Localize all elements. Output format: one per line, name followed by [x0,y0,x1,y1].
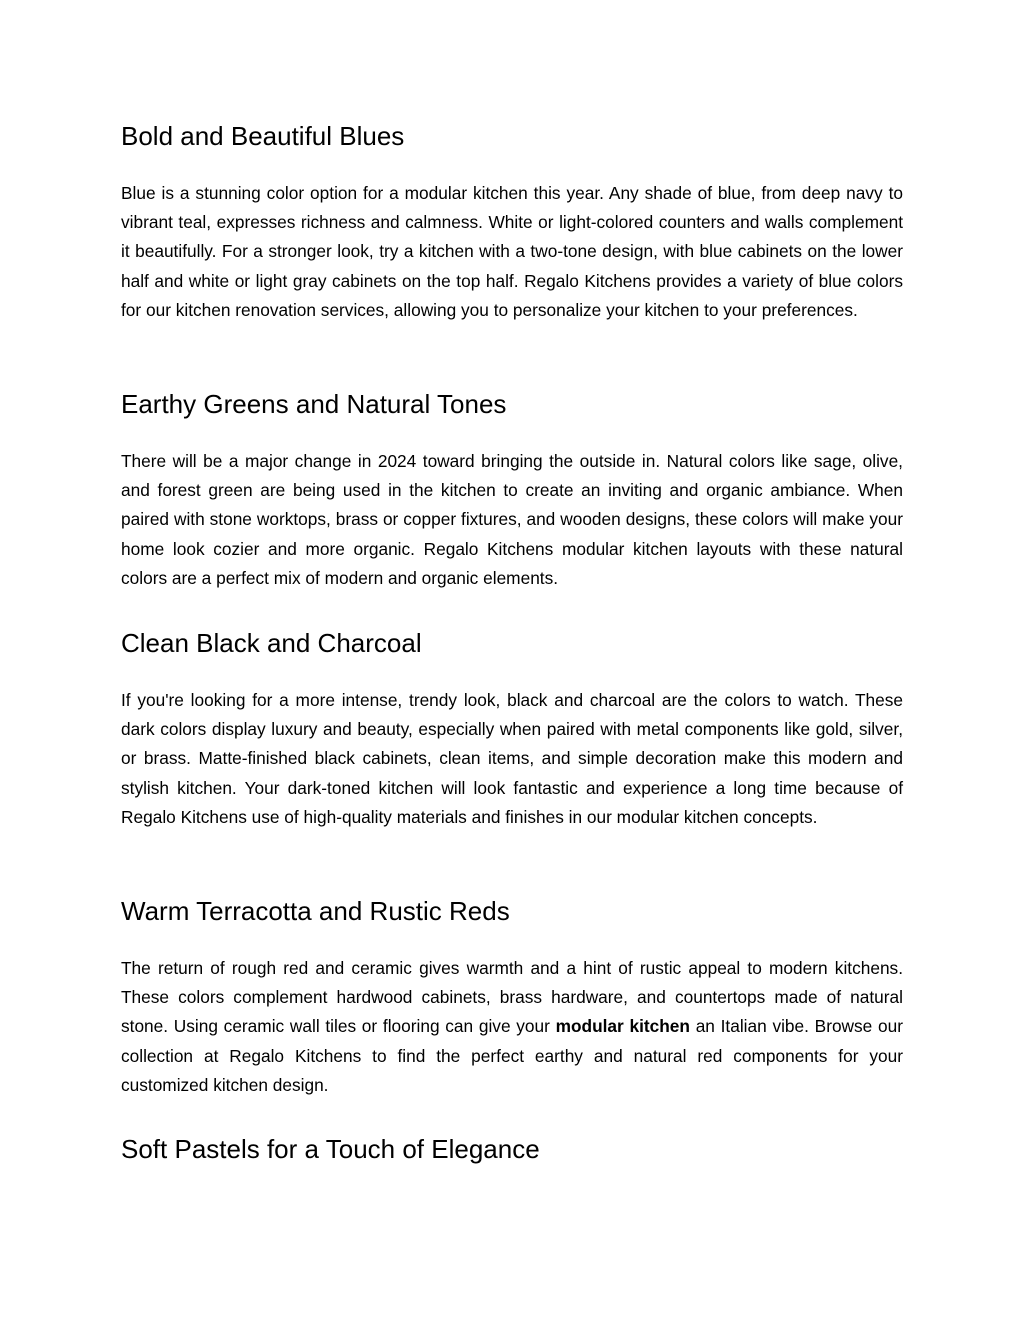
heading-earthy-greens: Earthy Greens and Natural Tones [121,389,507,419]
paragraph-greens: There will be a major change in 2024 toward bringing the outside in. Natural colors like sage, olive, and forest green are being used in the kitchen to create an inviting and organic ambiance. When paired with stone worktops, brass or copper fixtures, and wooden designs, these colors will make your home look cozier and more organic. Regalo Kitchens modular kitchen layouts with these natural colors are a perfect mix of modern and organic elements. [121,451,903,588]
heading-soft-pastels: Soft Pastels for a Touch of Elegance [121,1134,540,1164]
heading-clean-black-charcoal: Clean Black and Charcoal [121,628,422,658]
paragraph-terracotta-text-end: an Italian vibe. Browse our collection at Regalo Kitchens to find the perfect earthy and natural red components for your customized kitchen design. [121,1016,903,1095]
paragraph-black-charcoal: If you're looking for a more intense, trendy look, black and charcoal are the colors to watch. These dark colors display luxury and beauty, especially when paired with metal components like gold, silver, or brass. Matte-finished black cabinets, clean items, and simple decoration make this modern and stylish kitchen. Your dark-toned kitchen will look fantastic and experience a long time because of Regalo Kitchens use of high-quality materials and finishes in our modular kitchen concepts. [121,690,903,827]
heading-warm-terracotta: Warm Terracotta and Rustic Reds [121,896,510,926]
paragraph-terracotta-text-start: The return of rough red and ceramic gives warmth and a hint of rustic appeal to modern kitchens. These colors complement hardwood cabinets, brass hardware, and countertops made of natural stone. Using ceramic wall tiles or flooring can give your [121,958,903,1037]
paragraph-blues: Blue is a stunning color option for a modular kitchen this year. Any shade of blue, from deep navy to vibrant teal, expresses richness and calmness. White or light-colored counters and walls complement it beautifully. For a stronger look, try a kitchen with a two-tone design, with blue cabinets on the lower half and white or light gray cabinets on the top half. Regalo Kitchens provides a variety of blue colors for our kitchen renovation services, allowing you to personalize your kitchen to your preferences. [121,183,903,320]
bold-keyword-modular-kitchen: modular kitchen [555,1016,690,1037]
paragraph-terracotta [121,954,903,1100]
heading-bold-and-beautiful-blues: Bold and Beautiful Blues [121,121,405,151]
